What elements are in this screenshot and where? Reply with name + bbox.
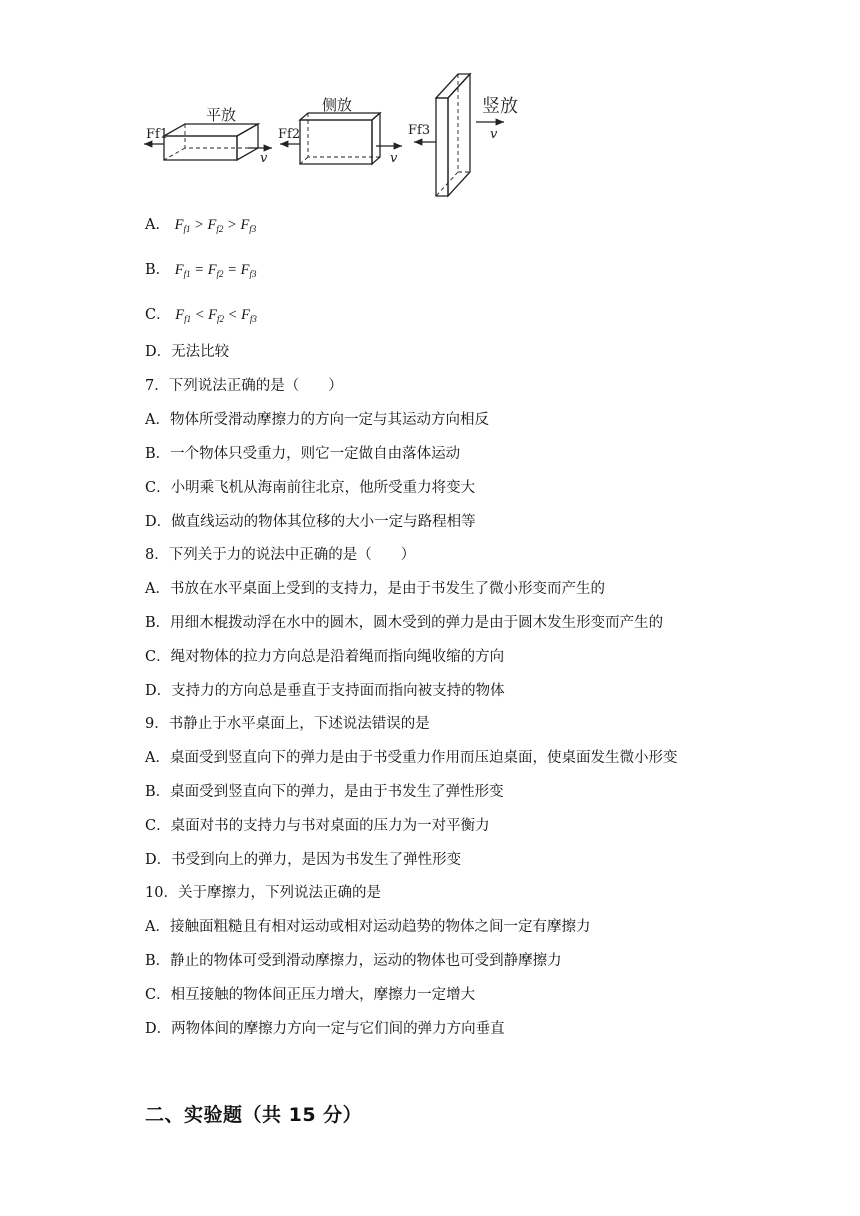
- q10-option-c: C．相互接触的物体间正压力增大，摩擦力一定增大: [145, 987, 476, 1003]
- label-f3: Ff3: [408, 123, 431, 138]
- option-label: A．: [145, 217, 170, 233]
- q8-option-b: B．用细木棍拨动浮在水中的圆木，圆木受到的弹力是由于圆木发生形变而产生的: [145, 615, 664, 631]
- label-v2: v: [390, 151, 398, 166]
- q10-option-b: B．静止的物体可受到滑动摩擦力，运动的物体也可受到静摩擦力: [145, 953, 562, 969]
- q10-stem: 10．关于摩擦力，下列说法正确的是: [145, 885, 381, 901]
- q8-option-d: D．支持力的方向总是垂直于支持面而指向被支持的物体: [145, 683, 505, 699]
- label-vertical: 竖放: [482, 96, 518, 117]
- q10-option-a: A．接触面粗糙且有相对运动或相对运动趋势的物体之间一定有摩擦力: [145, 919, 591, 935]
- option-label: C．: [145, 307, 171, 323]
- q9-stem: 9．书静止于水平桌面上，下述说法错误的是: [145, 716, 430, 732]
- side-block: [300, 113, 380, 164]
- label-side: 侧放: [322, 96, 353, 114]
- q6-option-d: D．无法比较: [145, 344, 230, 360]
- friction-figure: [140, 62, 540, 202]
- flat-block: [164, 124, 258, 160]
- q8-option-c: C．绳对物体的拉力方向总是沿着绳而指向绳收缩的方向: [145, 649, 505, 665]
- q8-option-a: A．书放在水平桌面上受到的支持力，是由于书发生了微小形变而产生的: [145, 581, 605, 597]
- q7-stem: 7．下列说法正确的是（ ）: [145, 378, 343, 394]
- q6-option-b: [145, 260, 256, 284]
- label-v3: v: [490, 127, 498, 142]
- q7-option-b: B．一个物体只受重力，则它一定做自由落体运动: [145, 446, 461, 462]
- q10-option-d: D．两物体间的摩擦力方向一定与它们间的弹力方向垂直: [145, 1021, 505, 1037]
- q7-option-c: C．小明乘飞机从海南前往北京，他所受重力将变大: [145, 480, 476, 496]
- q9-option-c: C．桌面对书的支持力与书对桌面的压力为一对平衡力: [145, 818, 490, 834]
- friction-diagram: [140, 62, 540, 202]
- label-f1: Ff1: [146, 127, 169, 142]
- q6-option-a: [145, 215, 256, 239]
- formula: $F_{f1} = F_{f2} = F_{f3}$: [174, 262, 257, 279]
- q9-option-d: D．书受到向上的弹力，是因为书发生了弹性形变: [145, 852, 462, 868]
- q9-option-a: A．桌面受到竖直向下的弹力是由于书受重力作用而压迫桌面，使桌面发生微小形变: [145, 750, 678, 766]
- q8-stem: 8．下列关于力的说法中正确的是（ ）: [145, 547, 416, 563]
- option-label: B．: [145, 262, 171, 278]
- label-flat: 平放: [206, 106, 237, 124]
- q9-option-b: B．桌面受到竖直向下的弹力，是由于书发生了弹性形变: [145, 784, 504, 800]
- q6-option-c: [145, 305, 257, 329]
- label-f2: Ff2: [278, 127, 301, 142]
- q7-option-d: D．做直线运动的物体其位移的大小一定与路程相等: [145, 514, 476, 530]
- vertical-block: [436, 74, 470, 196]
- section-title: 二、实验题（共 15 分）: [145, 1104, 363, 1126]
- formula: $F_{f1} < F_{f2} < F_{f3}$: [175, 307, 257, 324]
- label-v1: v: [260, 151, 268, 166]
- formula: $F_{f1} > F_{f2} > F_{f3}$: [174, 217, 257, 234]
- q7-option-a: A．物体所受滑动摩擦力的方向一定与其运动方向相反: [145, 412, 489, 428]
